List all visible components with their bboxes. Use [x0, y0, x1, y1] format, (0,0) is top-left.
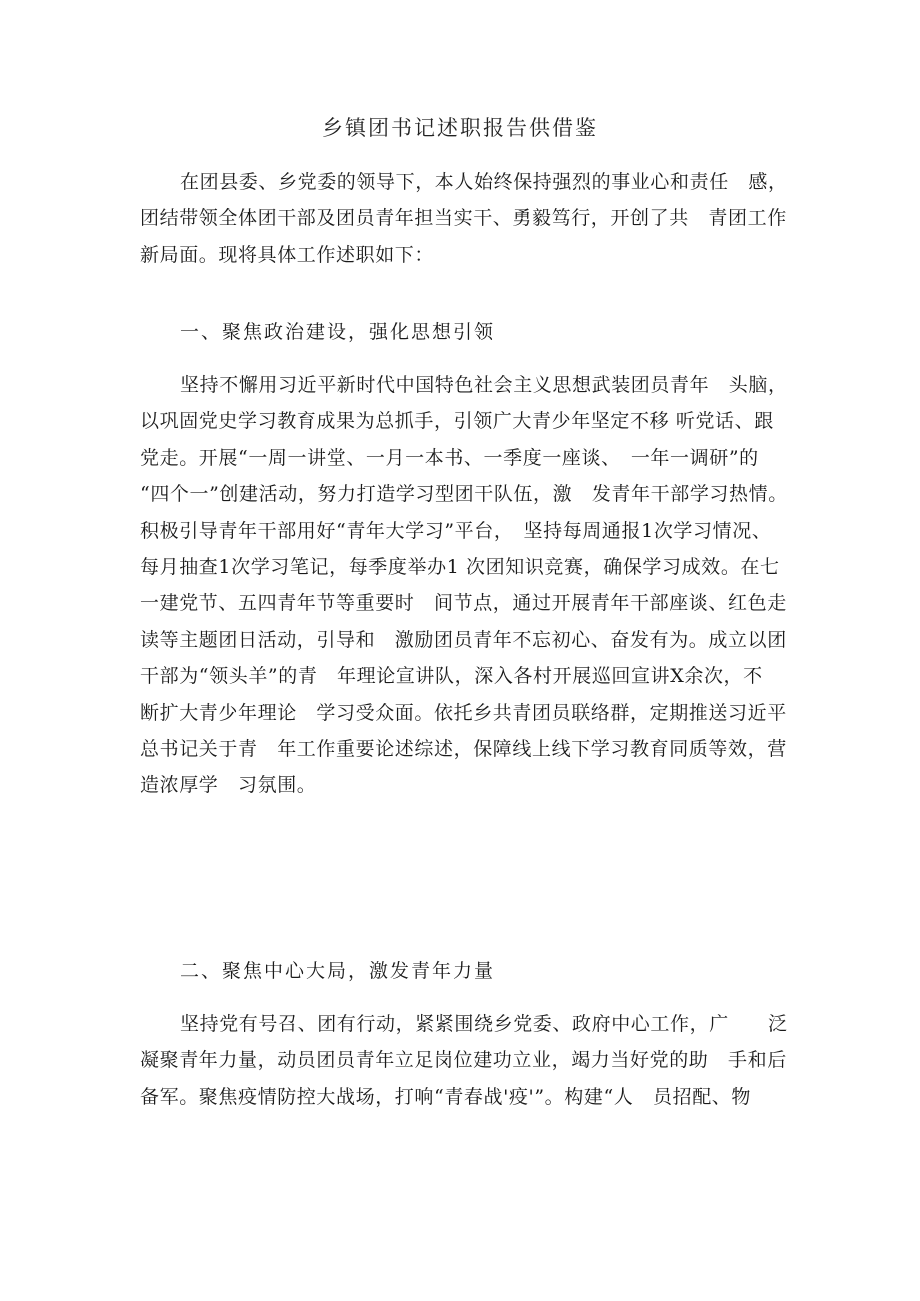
paragraph-line: 积极引导青年干部用好“青年大学习”平台， 坚持每周通报1次学习情况、 — [140, 519, 772, 542]
document-title: 乡镇团书记述职报告供借鉴 — [322, 116, 598, 140]
paragraph-line: 新局面。现将具体工作述职如下： — [140, 243, 435, 266]
section-1-paragraph — [140, 367, 800, 804]
paragraph-line: 党走。开展“一周一讲堂、一月一本书、一季度一座谈、 一年一调研”的 — [140, 446, 759, 469]
paragraph-line: 凝聚青年力量，动员团员青年立足岗位建功立业，竭力当好党的助 手和后 — [140, 1049, 787, 1072]
section-heading-1: 一、聚焦政治建设，强化思想引领 — [180, 321, 496, 343]
paragraph-line: 断扩大青少年理论 学习受众面。依托乡共青团员联络群，定期推送习近平 — [140, 701, 787, 724]
paragraph-line: 读等主题团日活动，引导和 激励团员青年不忘初心、奋发有为。成立以团 — [140, 628, 787, 651]
paragraph-line: 一建党节、五四青年节等重要时 间节点，通过开展青年干部座谈、红色走 — [140, 592, 787, 615]
paragraph-line: 造浓厚学 习氛围。 — [140, 774, 317, 797]
paragraph-line: 每月抽查1次学习笔记，每季度举办1 次团知识竞赛，确保学习成效。在七 — [140, 555, 780, 578]
paragraph-line: 总书记关于青 年工作重要论述综述，保障线上线下学习教育同质等效，营 — [140, 737, 787, 760]
paragraph-line: 坚持党有号召、团有行动，紧紧围绕乡党委、政府中心工作，广 泛 — [180, 1013, 788, 1035]
paragraph-line: “四个一”创建活动，努力打造学习型团干队伍，激 发青年干部学习热情。 — [140, 483, 788, 506]
paragraph-line: 团结带领全体团干部及团员青年担当实干、勇毅笃行，开创了共 青团工作 — [140, 207, 787, 230]
paragraph-line: 干部为“领头羊”的青 年理论宣讲队，深入各村开展巡回宣讲X余次，不 — [140, 665, 763, 688]
section-heading-2: 二、聚焦中心大局，激发青年力量 — [180, 960, 496, 982]
intro-paragraph — [140, 164, 800, 273]
paragraph-line: 坚持不懈用习近平新时代中国特色社会主义思想武装团员青年 头脑， — [180, 374, 788, 396]
paragraph-line: 以巩固党史学习教育成果为总抓手，引领广大青少年坚定不移 听党话、跟 — [140, 410, 774, 433]
paragraph-line: 在团县委、乡党委的领导下，本人始终保持强烈的事业心和责任 感， — [180, 171, 788, 193]
section-2-paragraph — [140, 1006, 800, 1115]
paragraph-line: 备军。聚焦疫情防控大战场，打响“青春战'疫'”。构建“人 员招配、物 — [140, 1085, 751, 1108]
